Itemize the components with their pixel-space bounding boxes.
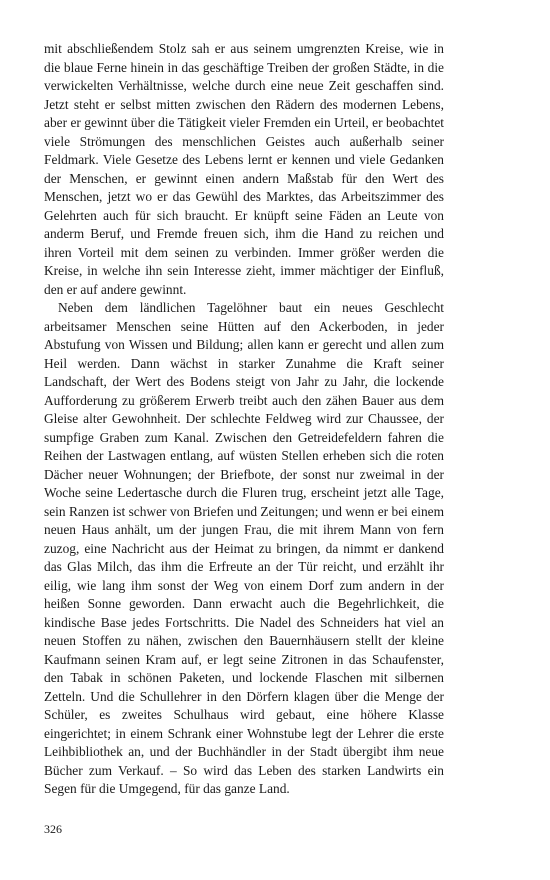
page-number: 326: [44, 822, 62, 836]
paragraph-2: Neben dem ländlichen Tagelöhner baut ein neues Geschlecht arbeitsamer Menschen seine Hütten auf den Ackerboden, in jeder Abstufung von Wissen und Bildung; allen kann er gerecht und allen zum Heil werden. Dann wächst in starker Zunahme die Kraft seiner Landschaft, der Wert des Bodens steigt von Jahr zu Jahr, die lockende Aufforderung zu größerem Erwerb treibt auch den zähen Bauer aus dem Gleise alter Gewohnheit. Der schlechte Feldweg wird zur Chaussee, der sumpfige Graben zum Kanal. Zwischen den Getreidefeldern fahren die Reihen der Lastwagen entlang, auf wüsten Stellen erheben sich die roten Dächer neuer Wohnungen; der Briefbote, der sonst nur zweimal in der Woche seine Ledertasche durch die Fluren trug, erscheint jetzt alle Tage, sein Ranzen ist schwer von Briefen und Zeitungen; und wenn er bei einem neuen Haus anhält, um der jungen Frau, die mit ihrem Mann von fern zuzog, eine Nachricht aus der Heimat zu bringen, da nimmt er dankend das Glas Milch, das ihm die Erfreute an der Tür reicht, und erzählt ihr eilig, wie lang ihm sonst der Weg von einem Dorf zum andern in der heißen Sonne geworden. Dann erwacht auch die Begehrlichkeit, die kindische Base jedes Fortschritts. Die Nadel des Schneiders hat viel an neuen Stoffen zu nähen, zwischen den Bauernhäusern stellt der kleine Kaufmann seinen Kram auf, er legt seine Zitronen in das Schaufenster, den Tabak in schönen Paketen, und lockende Flaschen mit silbernen Zetteln. Und die Schullehrer in den Dörfern klagen über die Menge der Schüler, es zweites Schulhaus wird gebaut, eine höhere Klasse eingerichtet; in einem Schrank einer Wohnstube legt der Lehrer die erste Leihbibliothek an, und der Buchhändler in der Stadt übergibt ihm neue Bücher zum Verkauf. – So wird das Leben des starken Landwirts ein Segen für die Umgegend, für das ganze Land.: [44, 300, 444, 796]
page-body: [44, 40, 444, 799]
paragraph-1: mit abschließendem Stolz sah er aus seinem umgrenzten Kreise, wie in die blaue Ferne hinein in das geschäftige Treiben der großen Städte, in die verwickelten Verhältnisse, welche durch eine neue Zeit geschaffen sind. Jetzt steht er selbst mitten zwischen den Rädern des modernen Lebens, aber er gewinnt über die Tätigkeit vieler Fremden ein Urteil, er beobachtet viele Strömungen des menschlichen Geistes auch außerhalb seiner Feldmark. Viele Gesetze des Lebens lernt er kennen und viele Gedanken der Menschen, er gewinnt einen andern Maßstab für den Wert des Menschen, jetzt wo er das Gewühl des Marktes, das Arbeitszimmer des Gelehrten auch für sich braucht. Er knüpft seine Fäden an Leute von anderm Beruf, und Fremde freuen sich, ihm die Hand zu reichen und ihren Vorteil mit dem seinen zu verbinden. Immer größer werden die Kreise, in welche ihn sein Interesse zieht, immer mächtiger der Einfluß, den er auf andere gewinnt.: [44, 41, 444, 297]
